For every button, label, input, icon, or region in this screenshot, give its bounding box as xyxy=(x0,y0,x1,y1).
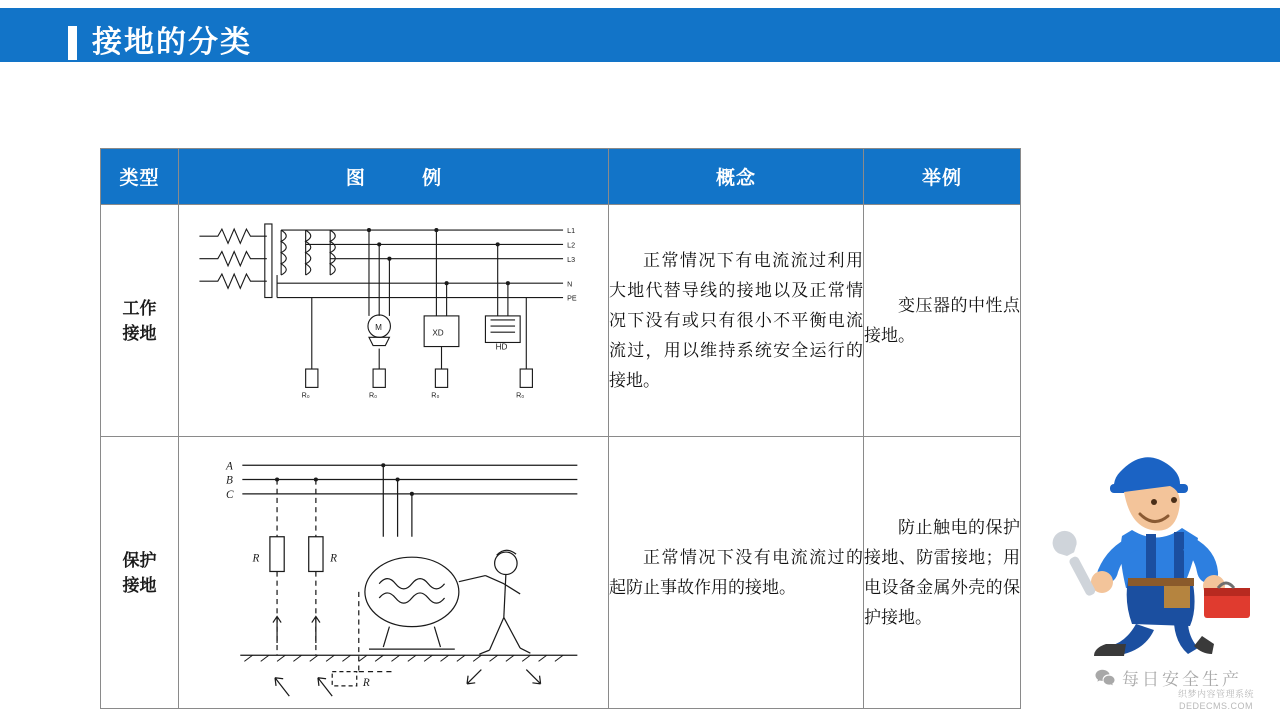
row-type-protective-earth xyxy=(101,437,179,709)
wechat-watermark-text: 每日安全生产 xyxy=(1122,670,1242,689)
svg-text:R₀: R₀ xyxy=(516,391,525,400)
svg-text:N: N xyxy=(567,280,573,289)
row-type-line2: 接地 xyxy=(122,575,157,595)
example-cell-protective-earth: 防止触电的保护接地、防雷接地；用电设备金属外壳的保护接地。 xyxy=(864,437,1021,709)
row-type-line1: 工作 xyxy=(122,298,157,318)
svg-text:L2: L2 xyxy=(567,241,576,250)
svg-text:B: B xyxy=(225,474,233,487)
column-header-type: 类型 xyxy=(101,149,179,205)
wechat-icon xyxy=(1094,667,1116,689)
figure-cell-working-earth xyxy=(179,205,609,437)
example-cell-working-earth: 变压器的中性点接地。 xyxy=(864,205,1021,437)
row-type-line1: 保护 xyxy=(122,550,157,570)
working-earth-circuit-diagram xyxy=(179,205,608,436)
dedecms-footer xyxy=(1178,688,1254,712)
svg-text:C: C xyxy=(225,488,234,501)
svg-text:R₀: R₀ xyxy=(301,391,310,400)
dedecms-line2: DEDECMS.COM xyxy=(1178,701,1253,711)
table-header-row xyxy=(101,149,1021,205)
svg-text:R₀: R₀ xyxy=(368,391,378,400)
svg-text:R₀: R₀ xyxy=(431,391,440,400)
protective-earth-diagram xyxy=(179,437,608,708)
row-type-working-earth xyxy=(101,205,179,437)
classification-table xyxy=(100,148,1021,709)
wechat-watermark xyxy=(1094,665,1242,690)
row-type-line2: 接地 xyxy=(122,323,157,343)
slide-header-bar xyxy=(0,8,1280,62)
worker-mascot-illustration xyxy=(1028,438,1258,658)
svg-text:A: A xyxy=(225,460,233,473)
svg-text:R: R xyxy=(330,552,338,565)
table-row xyxy=(101,205,1021,437)
concept-cell-protective-earth: 正常情况下没有电流流过的起防止事故作用的接地。 xyxy=(609,437,864,709)
column-header-figure: 图 例 xyxy=(179,149,609,205)
svg-text:L3: L3 xyxy=(567,255,576,264)
svg-text:HD: HD xyxy=(495,342,508,352)
figure-cell-protective-earth xyxy=(179,437,609,709)
column-header-concept: 概念 xyxy=(609,149,864,205)
svg-text:M: M xyxy=(375,323,382,333)
page-title: 接地的分类 xyxy=(92,26,252,59)
svg-text:PE: PE xyxy=(567,294,577,303)
svg-text:R: R xyxy=(252,552,260,565)
column-header-example: 举例 xyxy=(864,149,1021,205)
concept-cell-working-earth: 正常情况下有电流流过利用大地代替导线的接地以及正常情况下没有或只有很小不平衡电流流过，用以维持系统安全运行的接地。 xyxy=(609,205,864,437)
header-accent-mark xyxy=(68,26,77,60)
svg-text:R: R xyxy=(362,676,370,689)
svg-text:L1: L1 xyxy=(567,227,576,236)
svg-text:XD: XD xyxy=(432,328,444,338)
dedecms-line1: 织梦内容管理系统 xyxy=(1177,689,1254,699)
table-row xyxy=(101,437,1021,709)
